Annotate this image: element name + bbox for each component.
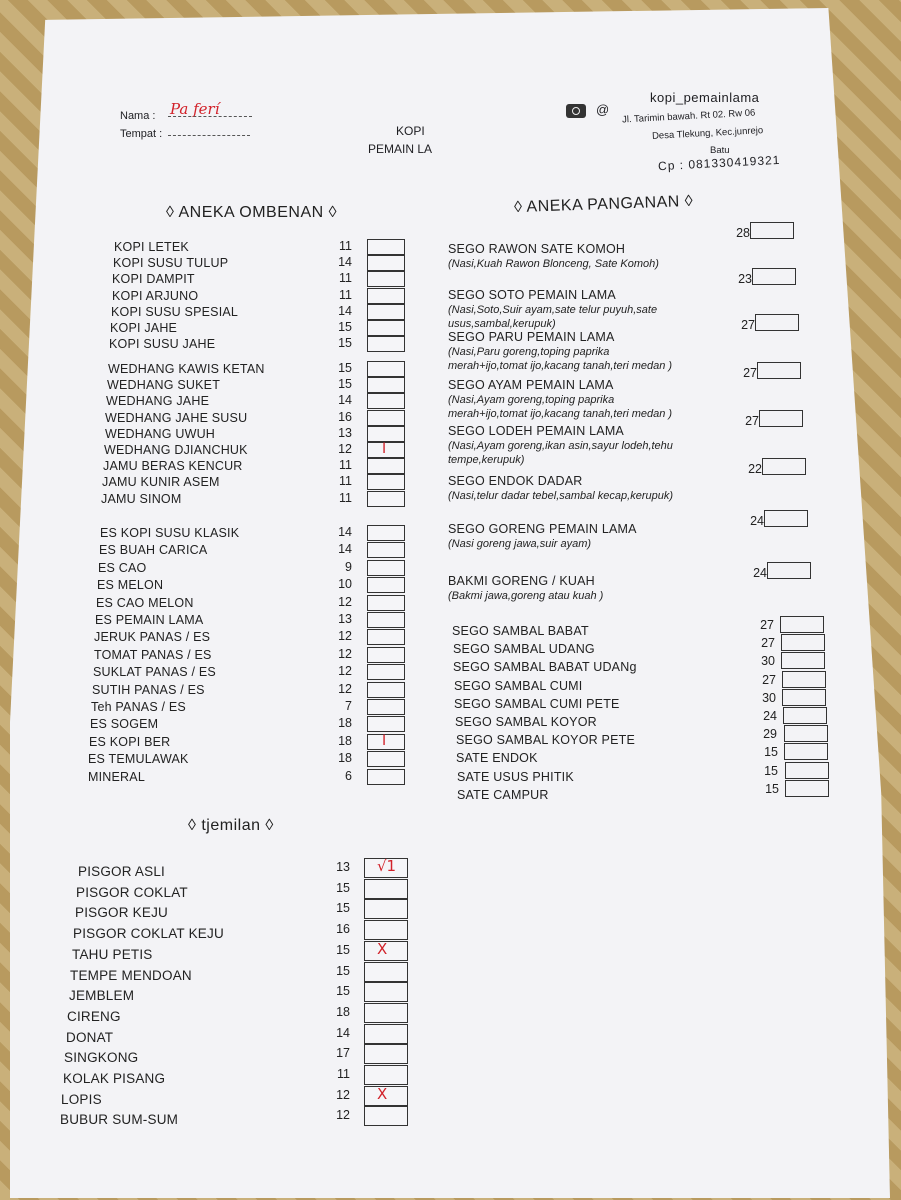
drink-name: SUKLAT PANAS / ES	[93, 665, 216, 680]
food-price: 24	[753, 566, 767, 580]
food-price: 27	[741, 318, 755, 332]
sambal-name: SEGO SAMBAL CUMI PETE	[454, 696, 620, 711]
drink-name: WEDHANG JAHE	[106, 394, 210, 409]
snack-qty-box[interactable]	[364, 982, 408, 1002]
food-price: 22	[748, 462, 762, 476]
food-name: SEGO GORENG PEMAIN LAMA	[448, 522, 637, 536]
snack-qty-box[interactable]	[364, 941, 408, 961]
drink-price: 16	[338, 409, 352, 424]
sambal-price: 27	[761, 636, 775, 651]
drink-qty-box[interactable]	[367, 525, 405, 541]
address-line2: Desa Tlekung, Kec.junrejo	[651, 125, 764, 142]
sambal-name: SEGO SAMBAL UDANG	[453, 642, 595, 657]
drink-price: 11	[339, 271, 352, 286]
food-qty-box[interactable]	[757, 362, 801, 379]
drink-name: WEDHANG SUKET	[107, 378, 221, 393]
drink-price: 15	[338, 320, 352, 334]
drink-price: 15	[338, 377, 352, 392]
tempat-line	[168, 135, 250, 136]
food-description: (Nasi,Ayam goreng,toping paprika	[448, 394, 615, 406]
food-price: 28	[736, 226, 750, 240]
drink-qty-box[interactable]	[367, 751, 405, 767]
snack-qty-box[interactable]	[364, 899, 408, 919]
drink-qty-box[interactable]	[367, 647, 405, 663]
drink-name: KOPI DAMPIT	[112, 272, 195, 287]
handwritten-tally: √1	[377, 857, 397, 875]
snack-price: 11	[337, 1067, 350, 1081]
food-name: BAKMI GORENG / KUAH	[448, 574, 595, 588]
drink-qty-box[interactable]	[367, 288, 405, 304]
drink-name: ES TEMULAWAK	[88, 752, 189, 767]
drink-price: 18	[338, 716, 352, 731]
snack-name: PISGOR COKLAT KEJU	[73, 926, 224, 942]
food-qty-box[interactable]	[759, 410, 803, 427]
drink-price: 15	[338, 336, 352, 351]
food-description: tempe,kerupuk)	[448, 454, 525, 466]
snack-name: LOPIS	[61, 1091, 102, 1107]
drink-qty-box[interactable]	[367, 393, 405, 409]
food-description: merah+ijo,tomat ijo,kacang tanah,teri medan )	[448, 408, 673, 420]
food-description: merah+ijo,tomat ijo,kacang tanah,teri medan )	[448, 360, 673, 372]
drink-name: JAMU KUNIR ASEM	[102, 475, 220, 490]
drink-price: 12	[338, 646, 352, 661]
drink-qty-box[interactable]	[367, 542, 405, 558]
drink-qty-box[interactable]	[367, 769, 405, 785]
drink-price: 7	[345, 699, 352, 713]
drink-name: KOPI LETEK	[114, 240, 189, 254]
drink-name: ES CAO	[98, 560, 147, 575]
drink-qty-box[interactable]	[367, 377, 405, 393]
drink-qty-box[interactable]	[367, 560, 405, 576]
handwritten-tally: X	[377, 1084, 388, 1103]
drink-qty-box[interactable]	[367, 426, 405, 442]
drink-name: KOPI ARJUNO	[112, 288, 199, 303]
drink-qty-box[interactable]	[367, 699, 405, 715]
sambal-price: 27	[762, 672, 776, 687]
snack-qty-box[interactable]	[364, 1086, 408, 1106]
sambal-name: SEGO SAMBAL CUMI	[454, 678, 583, 693]
drink-qty-box[interactable]	[367, 255, 405, 271]
snack-price: 18	[336, 1004, 350, 1019]
snack-qty-box[interactable]	[364, 1106, 408, 1126]
snack-name: KOLAK PISANG	[63, 1071, 166, 1086]
snack-name: DONAT	[66, 1029, 114, 1045]
brand-line2: PEMAIN LA	[368, 142, 433, 156]
snack-price: 15	[336, 984, 350, 999]
sambal-name: SATE USUS PHITIK	[457, 769, 574, 784]
sambal-price: 29	[763, 727, 777, 742]
sambal-qty-box[interactable]	[785, 762, 829, 779]
food-name: SEGO PARU PEMAIN LAMA	[448, 330, 615, 344]
snack-price: 16	[336, 922, 350, 937]
food-description: (Nasi,Paru goreng,toping paprika	[448, 346, 610, 358]
snack-qty-box[interactable]	[364, 1024, 408, 1044]
sambal-name: SEGO SAMBAL KOYOR PETE	[456, 733, 635, 748]
drink-price: 18	[338, 733, 352, 748]
snack-price: 12	[336, 1108, 350, 1123]
sambal-qty-box[interactable]	[780, 616, 824, 633]
food-qty-box[interactable]	[752, 268, 796, 285]
food-qty-box[interactable]	[750, 222, 794, 239]
sambal-qty-box[interactable]	[785, 780, 829, 797]
sambal-qty-box[interactable]	[784, 725, 828, 742]
handwritten-tally: I	[382, 441, 387, 457]
snack-qty-box[interactable]	[364, 1003, 408, 1023]
drink-qty-box[interactable]	[367, 361, 405, 377]
drink-price: 12	[338, 594, 352, 609]
snack-name: TAHU PETIS	[72, 946, 153, 962]
drink-name: KOPI SUSU SPESIAL	[111, 304, 239, 319]
drink-qty-box[interactable]	[367, 577, 405, 593]
drink-qty-box[interactable]	[367, 410, 405, 426]
drink-price: 9	[345, 559, 352, 574]
food-name: SEGO ENDOK DADAR	[448, 474, 583, 488]
drink-name: WEDHANG UWUH	[105, 426, 216, 441]
snack-price: 15	[336, 880, 350, 895]
snack-qty-box[interactable]	[364, 1065, 408, 1085]
sambal-price: 15	[764, 763, 778, 778]
drink-name: TOMAT PANAS / ES	[94, 647, 212, 662]
section-tjemilan: ◊ tjemilan ◊	[188, 817, 274, 834]
sambal-name: SEGO SAMBAL KOYOR	[455, 715, 597, 729]
drink-qty-box[interactable]	[367, 304, 405, 320]
section-panganan: ◊ ANEKA PANGANAN ◊	[513, 192, 694, 217]
food-name: SEGO LODEH PEMAIN LAMA	[448, 424, 624, 438]
snack-name: PISGOR ASLI	[78, 864, 165, 879]
drink-name: SUTIH PANAS / ES	[92, 682, 205, 697]
food-price: 27	[745, 414, 759, 428]
drink-name: ES BUAH CARICA	[99, 543, 208, 558]
drink-name: JAMU BERAS KENCUR	[103, 459, 243, 474]
drink-price: 11	[339, 474, 352, 489]
food-description: usus,sambal,kerupuk)	[448, 318, 556, 330]
food-price: 27	[743, 366, 757, 380]
snack-name: BUBUR SUM-SUM	[60, 1112, 179, 1128]
sambal-qty-box[interactable]	[782, 689, 826, 706]
drink-price: 13	[338, 425, 352, 440]
nama-handwritten: Pa ferí	[170, 100, 220, 118]
handwritten-tally: I	[382, 732, 387, 749]
drink-price: 14	[338, 525, 352, 539]
drink-qty-box[interactable]	[367, 734, 405, 750]
drink-price: 14	[338, 255, 352, 270]
snack-price: 17	[336, 1046, 350, 1061]
drink-qty-box[interactable]	[367, 336, 405, 352]
drink-name: Teh PANAS / ES	[91, 700, 186, 714]
snack-qty-box[interactable]	[364, 1044, 408, 1064]
drink-name: JAMU SINOM	[101, 491, 182, 506]
drink-qty-box[interactable]	[367, 612, 405, 628]
drink-name: KOPI SUSU TULUP	[113, 256, 229, 271]
food-price: 24	[750, 514, 764, 528]
sambal-name: SATE ENDOK	[456, 751, 538, 766]
drink-price: 15	[338, 361, 352, 375]
sambal-name: SATE CAMPUR	[457, 787, 549, 802]
snack-price: 15	[336, 901, 350, 916]
drink-qty-box[interactable]	[367, 474, 405, 490]
drink-name: ES SOGEM	[90, 717, 159, 732]
sambal-qty-box[interactable]	[784, 743, 828, 760]
address-line1: Jl. Tarimin bawah. Rt 02. Rw 06	[621, 107, 756, 126]
drink-qty-box[interactable]	[367, 320, 405, 336]
sambal-price: 15	[765, 781, 779, 796]
drink-price: 14	[338, 542, 352, 557]
drink-qty-box[interactable]	[367, 716, 405, 732]
food-name: SEGO AYAM PEMAIN LAMA	[448, 378, 614, 392]
sambal-price: 24	[763, 709, 777, 723]
food-name: SEGO SOTO PEMAIN LAMA	[448, 288, 616, 302]
snack-name: SINGKONG	[64, 1050, 139, 1066]
drink-name: WEDHANG JAHE SUSU	[105, 410, 248, 425]
drink-price: 12	[338, 442, 352, 456]
tempat-label: Tempat :	[120, 128, 163, 140]
sambal-name: SEGO SAMBAL BABAT UDANg	[453, 660, 637, 675]
food-price: 23	[738, 272, 752, 286]
drink-qty-box[interactable]	[367, 664, 405, 680]
sambal-price: 30	[761, 654, 775, 669]
drink-name: WEDHANG DJIANCHUK	[104, 443, 248, 457]
drink-qty-box[interactable]	[367, 629, 405, 645]
drink-qty-box[interactable]	[367, 239, 405, 255]
snack-name: JEMBLEM	[69, 988, 135, 1004]
drink-name: ES KOPI SUSU KLASIK	[100, 526, 240, 540]
snack-qty-box[interactable]	[364, 962, 408, 982]
sambal-price: 15	[764, 745, 778, 760]
snack-name: CIRENG	[67, 1008, 121, 1024]
instagram-handle: kopi_pemainlama	[650, 90, 760, 105]
drink-name: ES CAO MELON	[96, 595, 194, 610]
drink-price: 10	[338, 577, 352, 592]
food-description: (Nasi,telur dadar tebel,sambal kecap,kerupuk)	[448, 490, 674, 502]
snack-qty-box[interactable]	[364, 858, 408, 878]
drink-qty-box[interactable]	[367, 271, 405, 287]
snack-price: 13	[336, 860, 350, 874]
snack-name: PISGOR KEJU	[75, 905, 168, 921]
nama-label: Nama :	[120, 110, 156, 122]
drink-price: 12	[338, 664, 352, 679]
sambal-price: 27	[760, 618, 774, 632]
drink-qty-box[interactable]	[367, 458, 405, 474]
nama-line	[168, 116, 252, 117]
drink-name: WEDHANG KAWIS KETAN	[108, 362, 265, 376]
sambal-qty-box[interactable]	[781, 652, 825, 669]
brand-line1: KOPI	[396, 124, 425, 138]
food-description: (Nasi,Kuah Rawon Blonceng, Sate Komoh)	[448, 258, 659, 270]
drink-price: 14	[338, 303, 352, 318]
drink-name: MINERAL	[88, 769, 145, 784]
section-ombenan: ◊ ANEKA OMBENAN ◊	[166, 204, 338, 221]
drink-price: 14	[338, 393, 352, 408]
address-line3: Batu	[710, 145, 730, 156]
drink-price: 18	[338, 751, 352, 766]
sambal-qty-box[interactable]	[781, 634, 825, 651]
drink-qty-box[interactable]	[367, 442, 405, 458]
drink-price: 11	[339, 458, 352, 473]
snack-price: 15	[336, 963, 350, 978]
sambal-name: SEGO SAMBAL BABAT	[452, 624, 589, 638]
food-description: (Nasi,Soto,Suir ayam,sate telur puyuh,sate	[448, 304, 658, 316]
food-description: (Nasi,Ayam goreng,ikan asin,sayur lodeh,tehu	[448, 440, 673, 452]
drink-name: ES PEMAIN LAMA	[95, 613, 204, 627]
food-qty-box[interactable]	[762, 458, 806, 475]
food-name: SEGO RAWON SATE KOMOH	[448, 242, 626, 256]
at-icon: @	[596, 102, 610, 117]
snack-price: 15	[336, 942, 350, 957]
drink-price: 6	[345, 768, 352, 783]
drink-name: KOPI SUSU JAHE	[109, 337, 216, 352]
drink-qty-box[interactable]	[367, 595, 405, 611]
drink-price: 12	[338, 629, 352, 644]
snack-qty-box[interactable]	[364, 879, 408, 899]
snack-name: PISGOR COKLAT	[76, 884, 188, 900]
food-qty-box[interactable]	[755, 314, 799, 331]
drink-price: 13	[338, 612, 352, 626]
snack-price: 14	[336, 1025, 350, 1040]
drink-name: KOPI JAHE	[110, 321, 178, 335]
food-qty-box[interactable]	[767, 562, 811, 579]
sambal-qty-box[interactable]	[782, 671, 826, 688]
drink-name: ES MELON	[97, 578, 164, 593]
sambal-price: 30	[762, 690, 776, 705]
sambal-qty-box[interactable]	[783, 707, 827, 724]
food-description: (Nasi goreng jawa,suir ayam)	[448, 538, 592, 550]
drink-price: 11	[339, 490, 352, 505]
drink-price: 12	[338, 681, 352, 696]
snack-qty-box[interactable]	[364, 920, 408, 940]
drink-price: 11	[339, 287, 352, 302]
snack-name: TEMPE MENDOAN	[70, 967, 192, 983]
drink-price: 11	[339, 239, 352, 253]
drink-name: ES KOPI BER	[89, 734, 171, 749]
handwritten-tally: X	[377, 939, 388, 958]
drink-qty-box[interactable]	[367, 491, 405, 507]
drink-name: JERUK PANAS / ES	[94, 630, 211, 645]
instagram-icon	[566, 104, 586, 118]
food-qty-box[interactable]	[764, 510, 808, 527]
snack-price: 12	[336, 1087, 350, 1102]
food-description: (Bakmi jawa,goreng atau kuah )	[448, 590, 604, 602]
drink-qty-box[interactable]	[367, 682, 405, 698]
phone: Cp : 081330419321	[657, 152, 781, 174]
